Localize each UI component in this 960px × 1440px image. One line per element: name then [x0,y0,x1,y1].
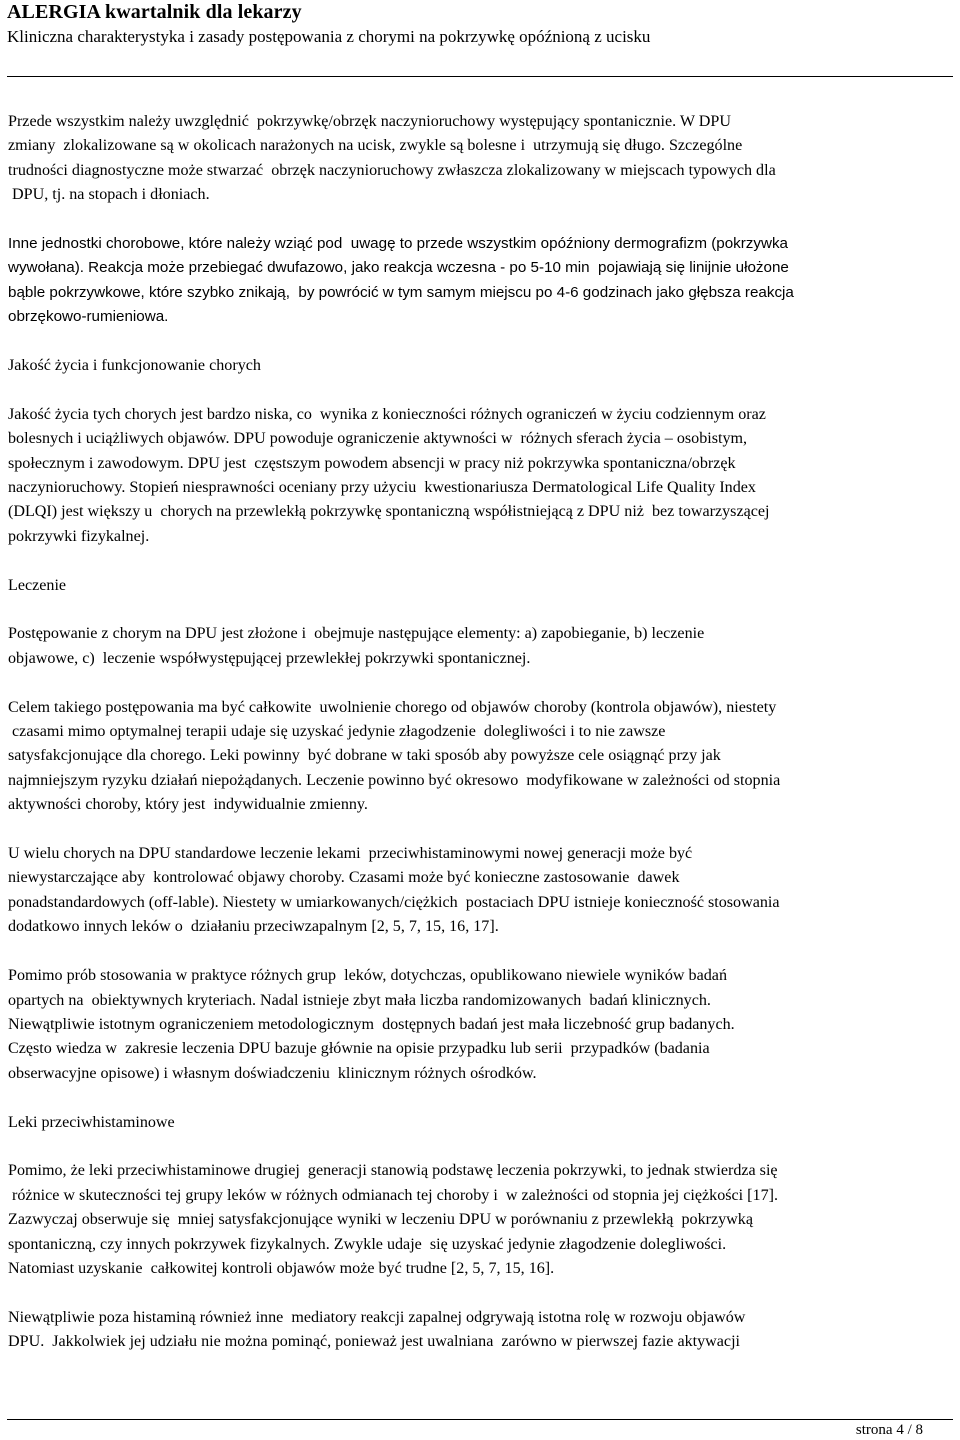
section-heading: Jakość życia i funkcjonowanie chorych [8,357,261,375]
page-header [7,0,953,48]
header-divider [7,76,953,77]
section-heading: Leczenie [8,576,67,594]
paragraph: U wielu chorych na DPU standardowe leczenie lekami przeciwhistaminowymi nowej generacji może być niewystarczające aby kontrolować objawy choroby. Czasami może być konieczne zastosowanie dawek ponadstandardowych (off-lable). Niestety w umiarkowanych/ciężkich postaciach DPU istnieje konieczność stosowania dodatkowo innych leków o działaniu przeciwzapalnym [2, 5, 7, 15, 16, 17]. [8,845,780,936]
paragraph: Postępowanie z chorym na DPU jest złożone i obejmuje następujące elementy: a) zapobieganie, b) leczenie objawowe, c) leczenie współwystępującej przewlekłej pokrzywki spontanicznej. [8,625,705,667]
paragraph: Jakość życia tych chorych jest bardzo niska, co wynika z konieczności różnych ograniczeń w życiu codziennym oraz bolesnych i uciążliwych objawów. DPU powoduje ograniczenie aktywności w różnych sferach życia – osobistym, społecznym i zawodowym. DPU jest częstszym powodem absencji w pracy niż pokrzywka spontaniczna/obrzęk naczynioruchowy. Stopień niesprawności oceniany przy użyciu kwestionariusza Dermatological Life Quality Index (DLQI) jest większy u chorych na przewlekłą pokrzywkę spontaniczną współistniejącą z DPU niż bez towarzyszącej pokrzywki fizykalnej. [8,405,770,545]
section-heading: Leki przeciwhistaminowe [8,1113,175,1131]
document-body [8,110,956,1379]
article-title: Kliniczna charakterystyka i zasady postępowania z chorymi na pokrzywkę opóźnioną z ucisku [7,27,651,46]
footer-divider [7,1419,953,1420]
paragraph: Przede wszystkim należy uwzględnić pokrzywkę/obrzęk naczynioruchowy występujący spontanicznie. W DPU zmiany zlokalizowane są w okolicach narażonych na ucisk, zwykle są bolesne i utrzymują się długo. Szczególne trudności diagnostyczne może stwarzać obrzęk naczynioruchowy zwłaszcza zlokalizowany w miejscach typowych dla DPU, tj. na stopach i dłoniach. [8,113,776,204]
paragraph: Celem takiego postępowania ma być całkowite uwolnienie chorego od objawów choroby (kontrola objawów), niestety czasami mimo optymalnej terapii udaje się uzyskać jedynie złagodzenie dolegliwości i to nie zawsze satysfakcjonujące dla chorego. Leki powinny być dobrane w taki sposób aby powyższe cele osiągnąć przy jak najmniejszym ryzyku działań niepożądanych. Leczenie powinno być okresowo modyfikowane w zależności od stopnia aktywności choroby, który jest indywidualnie zmienny. [8,698,781,814]
paragraph: Pomimo, że leki przeciwhistaminowe drugiej generacji stanowią podstawę leczenia pokrzywki, to jednak stwierdza się różnice w skuteczności tej grupy leków w różnych odmianach tej choroby i w zależności od stopnia jej ciężkości [17]. Zazwyczaj obserwuje się mniej satysfakcjonujące wyniki w leczeniu DPU w porównaniu z przewlekłą pokrzywką spontaniczną, czy innych pokrzywek fizykalnych. Zwykle udaje się uzyskać jedynie złagodzenie dolegliwości. Natomiast uzyskanie całkowitej kontroli objawów może być trudne [2, 5, 7, 15, 16]. [8,1162,779,1277]
paragraph: Niewątpliwie poza histaminą również inne mediatory reakcji zapalnej odgrywają istotna rolę w rozwoju objawów DPU. Jakkolwiek jej udziału nie można pominąć, ponieważ jest uwalniana zarówno w pierwszej fazie aktywacji [8,1308,746,1351]
paragraph: Inne jednostki chorobowe, które należy wziąć pod uwagę to przede wszystkim opóźniony dermografizm (pokrzywka wywołana). Reakcja może przebiegać dwufazowo, jako reakcja wczesna - po 5-10 min pojawiają się linijnie ułożone bąble pokrzywkowe, które szybko znikają, by powrócić w tym samym miejscu po 4-6 godzinach jako głębsza reakcja obrzękowo-rumieniowa. [8,235,794,326]
paragraph: Pomimo prób stosowania w praktyce różnych grup leków, dotychczas, opublikowano niewiele wyników badań opartych na obiektywnych kryteriach. Nadal istnieje zbyt mała liczba randomizowanych badań klinicznych. Niewątpliwie istotnym ograniczeniem metodologicznym dostępnych badań jest mała liczebność grup badanych. Często wiedza w zakresie leczenia DPU bazuje głównie na opisie przypadku lub serii przypadków (badania obserwacyjne opisowe) i własnym doświadczeniu klinicznym różnych ośrodków. [8,967,735,1082]
journal-title: ALERGIA kwartalnik dla lekarzy [7,1,302,23]
page-number: strona 4 / 8 [855,1422,923,1438]
